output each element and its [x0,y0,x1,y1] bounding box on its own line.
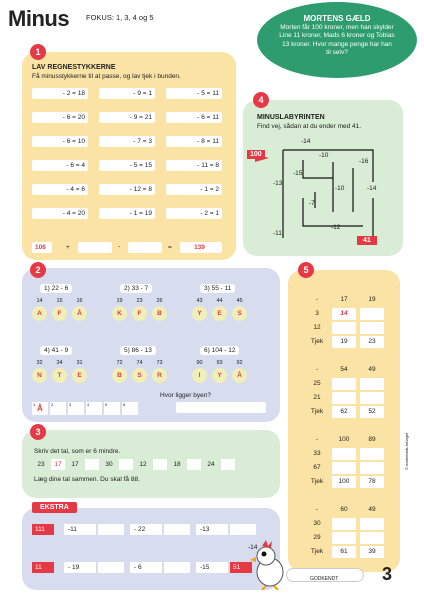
maze-label: -7 [309,200,315,207]
equals-sign: = [168,244,172,251]
sequence-value [153,459,167,470]
table-value: 19 [368,296,376,303]
maze-label: -13 [273,180,283,187]
option-ball[interactable]: F [132,306,147,321]
table-value: 14 [332,308,356,320]
option-ball[interactable]: Y [212,368,227,383]
table-value: 19 [332,336,356,348]
table-label: 67 [313,464,321,471]
equation-box[interactable]: - 2 = 1 [166,208,222,219]
plus-sign: + [66,244,70,251]
maze-label: -15 [293,170,303,177]
answer-index: 4 [87,402,90,407]
section-heading: LAV REGNESTYKKERNE [32,64,116,71]
problem-label: 5) 86 - 13 [120,346,156,355]
equation-box[interactable]: - 1 = 19 [99,208,155,219]
option-number: 73 [156,360,163,366]
table-label: Tjek [310,478,324,485]
check-input-2[interactable] [128,242,162,253]
sequence-value [187,459,201,470]
sequence-value [119,459,133,470]
option-ball[interactable]: A [32,306,47,321]
option-number: 16 [76,298,83,304]
copyright: © matematik-forlaget [404,432,409,470]
option-number: 90 [196,360,203,366]
section-badge: 4 [253,92,269,108]
problem-label: 1) 22 - 6 [40,284,72,293]
maze-start: 100 [247,150,265,159]
godkendt-label: GODKENDT [310,576,339,582]
option-ball[interactable]: R [152,368,167,383]
table-value: 49 [368,366,376,373]
option-ball[interactable]: I [192,368,207,383]
answer-letter: Å [37,404,43,413]
ekstra-answer-box[interactable] [98,524,124,535]
ekstra-red-value: 51 [230,562,252,573]
table-value: 100 [338,436,350,443]
problem-label: 4) 41 - 9 [40,346,72,355]
section-heading: MINUSLABYRINTEN [257,114,325,121]
table-answer-box[interactable] [332,322,356,334]
equation-box[interactable]: - 5 = 11 [166,88,222,99]
mortens-title: MORTENS GÆLD [303,14,371,23]
chicken-icon [248,538,288,590]
table-value: 39 [360,546,384,558]
sequence-value: 12 [139,461,147,468]
equation-box[interactable]: - 8 = 11 [166,136,222,147]
table-value: 49 [368,506,376,513]
table-label: 25 [313,380,321,387]
answer-index: 1 [33,402,36,407]
option-number: 15 [56,298,63,304]
city-answer-input[interactable] [176,402,266,413]
option-ball[interactable]: F [52,306,67,321]
option-ball[interactable]: N [32,368,47,383]
page-title: Minus [8,6,70,31]
equation-box[interactable]: - 7 = 3 [99,136,155,147]
table-label: 3 [315,310,319,317]
option-number: 31 [76,360,83,366]
option-number: 23 [136,298,143,304]
section-instruction: Få minusstykkerne til at passe, og lav tjek i bunden. [32,73,181,80]
section-instruction-2: Læg dine tal sammen. Du skal få 88. [34,476,140,483]
section-instruction: Find vej, sådan at du ender med 41. [257,123,362,130]
ekstra-mid-value: -14 [248,544,258,551]
option-number: 44 [216,298,223,304]
table-value: 61 [332,546,356,558]
option-ball[interactable]: Å [232,368,247,383]
sequence-value: 17 [54,461,62,468]
equation-box[interactable]: - 6 = 11 [166,112,222,123]
option-number: 34 [56,360,63,366]
ekstra-answer-box[interactable] [164,524,190,535]
section-3-panel [22,427,280,498]
table-value: 62 [332,406,356,418]
section-badge: 3 [30,424,46,440]
option-ball[interactable]: Å [72,306,87,321]
answer-index: 5 [105,402,108,407]
option-ball[interactable]: E [72,368,87,383]
table-label: Tjek [310,338,324,345]
city-question: Hvor ligger byen? [160,392,211,399]
table-label: 33 [313,450,321,457]
option-number: 72 [116,360,123,366]
ekstra-answer-box[interactable] [98,562,124,573]
table-answer-box[interactable] [332,532,356,544]
section-instruction: Skriv det tal, som er 6 mindre. [34,448,121,455]
table-answer-box[interactable] [332,462,356,474]
table-label: - [315,506,319,513]
sequence-value: 18 [173,461,181,468]
table-answer-box[interactable] [360,378,384,390]
option-number: 74 [136,360,143,366]
check-result: 139 [180,242,222,253]
section-1-panel [22,47,236,260]
ekstra-label: EKSTRA [32,502,77,513]
table-answer-box[interactable] [360,532,384,544]
option-number: 93 [216,360,223,366]
page-number: 3 [382,564,393,584]
equation-box[interactable]: - 12 = 8 [99,184,155,195]
ekstra-step: -15 [196,562,228,573]
ekstra-step: - 22 [130,524,162,535]
answer-index: 3 [69,402,72,407]
problem-label: 3) 55 - 11 [200,284,235,293]
maze-label: -14 [367,185,377,192]
table-value: 89 [368,436,376,443]
table-answer-box[interactable] [360,322,384,334]
sequence-value: 24 [207,461,215,468]
option-ball[interactable]: B [112,368,127,383]
sequence-value: 17 [71,461,79,468]
maze-label: -10 [319,152,329,159]
ekstra-step: -13 [196,524,228,535]
section-4-panel [243,95,403,256]
option-number: 92 [236,360,243,366]
section-2-panel [22,265,280,422]
table-value: 60 [340,506,348,513]
table-label: Tjek [310,548,324,555]
equation-box[interactable]: - 4 = 20 [32,208,88,219]
table-value: 78 [360,476,384,488]
option-ball[interactable]: T [52,368,67,383]
section-badge: 5 [298,262,314,278]
answer-index: 2 [51,402,54,407]
ekstra-step: -11 [64,524,96,535]
section-5-panel [288,265,400,572]
table-label: - [315,296,319,303]
table-label: 30 [313,520,321,527]
maze-end: 41 [357,236,377,245]
table-answer-box[interactable] [332,448,356,460]
table-answer-box[interactable] [332,378,356,390]
ekstra-panel [22,508,280,590]
ekstra-answer-box[interactable] [164,562,190,573]
check-input-1[interactable] [78,242,112,253]
option-number: 14 [36,298,43,304]
problem-label: 6) 104 - 12 [200,346,239,355]
option-number: 32 [36,360,43,366]
maze-label: -16 [359,158,369,165]
focus-text: FOKUS: 1, 3, 4 og 5 [86,13,154,22]
maze-label: -10 [335,185,345,192]
option-number: 45 [236,298,243,304]
sequence-value: 23 [37,461,45,468]
equation-box[interactable]: - 1 = 2 [166,184,222,195]
problem-label: 2) 33 - 7 [120,284,152,293]
check-start: 106 [32,242,52,253]
table-answer-box[interactable] [332,392,356,404]
table-value: 100 [332,476,356,488]
answer-index: 6 [123,402,126,407]
option-number: 43 [196,298,203,304]
equation-box[interactable]: - 11 = 8 [166,160,222,171]
mortens-text: Morten får 100 kroner, men han skylder Line 11 kroner, Mads 6 kroner og Tobias 13 kroner. Hvor mange penge har han til selv? [279,24,395,56]
table-answer-box[interactable] [360,518,384,530]
ekstra-start-value: 111 [32,524,54,535]
table-value: 17 [340,296,348,303]
sequence-value [85,459,99,470]
table-answer-box[interactable] [360,308,384,320]
equation-box[interactable]: - 2 = 18 [32,88,88,99]
mortens-gaeld-bubble [257,2,417,78]
table-answer-box[interactable] [360,448,384,460]
minus-sign: - [118,243,121,250]
option-ball[interactable]: S [132,368,147,383]
option-ball[interactable]: E [212,306,227,321]
ekstra-step: - 6 [130,562,162,573]
equation-box[interactable]: - 6 = 10 [32,136,88,147]
equation-box[interactable]: - 9 = 1 [99,88,155,99]
maze-label: -11 [273,230,282,237]
ekstra-step: - 19 [64,562,96,573]
equation-box[interactable]: - 9 = 21 [99,112,155,123]
maze-label: -12 [331,224,341,231]
table-label: 12 [313,324,321,331]
maze-label: -14 [301,138,311,145]
option-ball[interactable]: S [232,306,247,321]
ekstra-answer-box[interactable] [230,524,256,535]
table-label: 21 [313,394,321,401]
option-ball[interactable]: Y [192,306,207,321]
table-value: 54 [340,366,348,373]
table-label: 29 [313,534,321,541]
ekstra-red-value: 11 [32,562,54,573]
option-ball[interactable]: B [152,306,167,321]
table-answer-box[interactable] [360,462,384,474]
section-badge: 1 [30,44,46,60]
option-ball[interactable]: K [112,306,127,321]
equation-box[interactable]: - 5 = 15 [99,160,155,171]
equation-box[interactable]: - 4 = 6 [32,184,88,195]
table-value: 52 [360,406,384,418]
table-value: 23 [360,336,384,348]
table-label: - [315,436,319,443]
equation-box[interactable]: - 6 = 4 [32,160,88,171]
table-answer-box[interactable] [360,392,384,404]
table-label: - [315,366,319,373]
sequence-value [221,459,235,470]
sequence-value: 30 [105,461,113,468]
table-answer-box[interactable] [332,518,356,530]
option-number: 26 [156,298,163,304]
section-badge: 2 [30,262,46,278]
equation-box[interactable]: - 6 = 20 [32,112,88,123]
option-number: 19 [116,298,123,304]
table-label: Tjek [310,408,324,415]
